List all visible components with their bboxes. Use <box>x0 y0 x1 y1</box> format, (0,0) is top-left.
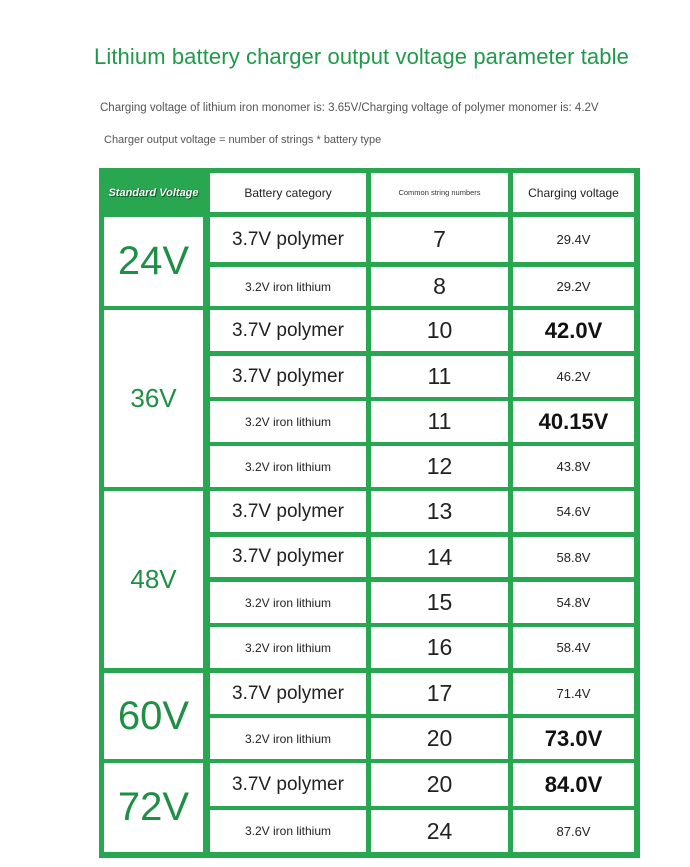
battery-category-cell: 3.2V iron lithium <box>210 446 366 487</box>
battery-category-cell: 3.7V polymer <box>210 310 366 351</box>
charging-voltage-cell: 29.4V <box>513 217 634 262</box>
string-count-cell: 17 <box>371 673 508 714</box>
string-count-cell: 24 <box>371 810 508 852</box>
charging-voltage-cell: 46.2V <box>513 356 634 397</box>
battery-category-cell: 3.7V polymer <box>210 356 366 397</box>
battery-category-cell: 3.7V polymer <box>210 763 366 806</box>
standard-voltage-24v: 24V <box>104 217 203 306</box>
string-count-cell: 11 <box>371 356 508 397</box>
charging-voltage-cell: 84.0V <box>513 763 634 806</box>
string-count-cell: 14 <box>371 537 508 577</box>
string-count-cell: 7 <box>371 217 508 262</box>
charging-voltage-cell: 29.2V <box>513 267 634 306</box>
battery-category-cell: 3.2V iron lithium <box>210 810 366 852</box>
charging-voltage-cell: 87.6V <box>513 810 634 852</box>
charging-voltage-cell: 54.6V <box>513 491 634 532</box>
battery-category-cell: 3.7V polymer <box>210 537 366 577</box>
charging-voltage-cell: 73.0V <box>513 718 634 759</box>
battery-category-cell: 3.2V iron lithium <box>210 627 366 668</box>
battery-category-cell: 3.7V polymer <box>210 217 366 262</box>
string-count-cell: 20 <box>371 763 508 806</box>
page-title: Lithium battery charger output voltage parameter table <box>94 44 629 69</box>
header-battery-category: Battery category <box>210 173 366 212</box>
header-standard-voltage: Standard Voltage <box>104 173 203 212</box>
string-count-cell: 10 <box>371 310 508 351</box>
standard-voltage-60v: 60V <box>104 673 203 759</box>
string-count-cell: 8 <box>371 267 508 306</box>
monomer-voltage-note: Charging voltage of lithium iron monomer is: 3.65V/Charging voltage of polymer monomer is: 4.2V <box>100 102 599 114</box>
charging-voltage-cell: 71.4V <box>513 673 634 714</box>
header-string-numbers: Common string numbers <box>371 173 508 212</box>
battery-category-cell: 3.7V polymer <box>210 673 366 714</box>
battery-category-cell: 3.2V iron lithium <box>210 582 366 623</box>
string-count-cell: 20 <box>371 718 508 759</box>
charging-voltage-cell: 42.0V <box>513 310 634 351</box>
standard-voltage-72v: 72V <box>104 763 203 852</box>
battery-category-cell: 3.2V iron lithium <box>210 401 366 442</box>
string-count-cell: 15 <box>371 582 508 623</box>
formula-note: Charger output voltage = number of strings * battery type <box>104 134 382 146</box>
voltage-parameter-table <box>99 168 640 858</box>
string-count-cell: 12 <box>371 446 508 487</box>
string-count-cell: 11 <box>371 401 508 442</box>
charging-voltage-cell: 43.8V <box>513 446 634 487</box>
string-count-cell: 16 <box>371 627 508 668</box>
battery-category-cell: 3.2V iron lithium <box>210 718 366 759</box>
charging-voltage-cell: 58.8V <box>513 537 634 577</box>
header-charging-voltage: Charging voltage <box>513 173 634 212</box>
battery-category-cell: 3.7V polymer <box>210 491 366 532</box>
charging-voltage-cell: 40.15V <box>513 401 634 442</box>
charging-voltage-cell: 54.8V <box>513 582 634 623</box>
standard-voltage-48v: 48V <box>104 491 203 668</box>
standard-voltage-36v: 36V <box>104 310 203 487</box>
charging-voltage-cell: 58.4V <box>513 627 634 668</box>
battery-category-cell: 3.2V iron lithium <box>210 267 366 306</box>
string-count-cell: 13 <box>371 491 508 532</box>
